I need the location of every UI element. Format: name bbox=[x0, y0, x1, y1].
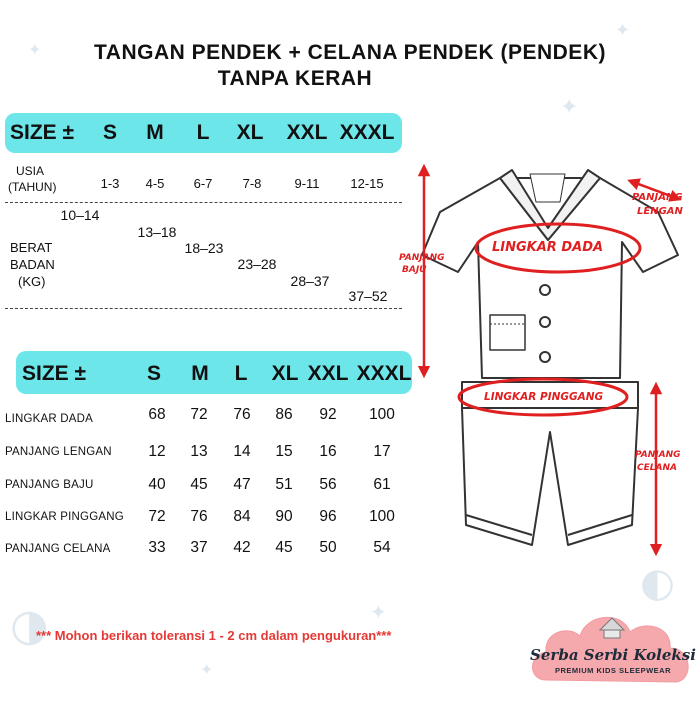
cell-value: 100 bbox=[369, 508, 395, 525]
cell-value: 16 bbox=[319, 443, 337, 460]
berat-unit-label: (KG) bbox=[18, 274, 46, 289]
berat-value: 18–23 bbox=[184, 240, 224, 256]
usia-value: 9-11 bbox=[294, 176, 320, 191]
cell-value: 12 bbox=[148, 443, 166, 460]
cell-value: 92 bbox=[319, 406, 337, 423]
row-divider bbox=[5, 308, 402, 309]
cell-value: 47 bbox=[233, 476, 251, 493]
cell-value: 33 bbox=[148, 539, 166, 556]
cell-value: 14 bbox=[233, 443, 251, 460]
usia-value: 7-8 bbox=[242, 176, 262, 191]
header-size-xxxl: XXXL bbox=[356, 362, 412, 385]
cell-value: 86 bbox=[275, 406, 293, 423]
cell-value: 90 bbox=[275, 508, 293, 525]
header-size-label: SIZE ± bbox=[10, 121, 75, 144]
header-size-xl: XL bbox=[236, 121, 264, 144]
cell-value: 84 bbox=[233, 508, 251, 525]
cell-value: 50 bbox=[319, 539, 337, 556]
header-size-label: SIZE ± bbox=[22, 362, 87, 385]
usia-value: 4-5 bbox=[145, 176, 165, 191]
cell-value: 54 bbox=[373, 539, 391, 556]
berat-value: 28–37 bbox=[290, 273, 330, 289]
cell-value: 40 bbox=[148, 476, 166, 493]
lingkar-pinggang-label: LINGKAR PINGGANG bbox=[484, 391, 604, 403]
cell-value: 13 bbox=[190, 443, 208, 460]
brand-name: Serba Serbi Koleksi bbox=[530, 646, 696, 664]
brand-logo bbox=[526, 600, 700, 700]
row-divider bbox=[5, 202, 402, 203]
cell-value: 37 bbox=[190, 539, 208, 556]
page-title: TANGAN PENDEK + CELANA PENDEK (PENDEK) bbox=[94, 41, 606, 64]
cell-value: 96 bbox=[319, 508, 337, 525]
cell-value: 56 bbox=[319, 476, 337, 493]
cell-value: 68 bbox=[148, 406, 166, 423]
background-star-icon: ✦ bbox=[615, 20, 631, 41]
header-size-s: S bbox=[146, 362, 161, 385]
usia-value: 12-15 bbox=[350, 176, 384, 191]
usia-label: USIA bbox=[16, 164, 45, 178]
row-label: PANJANG LENGAN bbox=[5, 446, 112, 458]
cell-value: 72 bbox=[190, 406, 208, 423]
row-label: LINGKAR DADA bbox=[5, 413, 94, 425]
page-subtitle: TANPA KERAH bbox=[217, 67, 373, 90]
header-size-xxl: XXL bbox=[286, 121, 328, 144]
usia-unit-label: (TAHUN) bbox=[8, 180, 57, 194]
background-planet-icon: ◑ bbox=[10, 600, 49, 651]
header-size-xl: XL bbox=[271, 362, 299, 385]
cell-value: 15 bbox=[275, 443, 293, 460]
cell-value: 42 bbox=[233, 539, 251, 556]
panjang-baju-label: BAJU bbox=[402, 265, 427, 275]
cell-value: 51 bbox=[275, 476, 293, 493]
header-size-m: M bbox=[146, 121, 164, 144]
background-planet-icon: ◐ bbox=[640, 560, 675, 606]
berat-label: BERAT bbox=[10, 240, 53, 255]
panjang-celana-label: CELANA bbox=[637, 463, 677, 473]
berat-value: 37–52 bbox=[348, 288, 388, 304]
cell-value: 61 bbox=[373, 476, 391, 493]
cell-value: 100 bbox=[369, 406, 395, 423]
header-size-xxxl: XXXL bbox=[339, 121, 395, 144]
header-size-s: S bbox=[102, 121, 117, 144]
cell-value: 76 bbox=[190, 508, 208, 525]
usia-value: 1-3 bbox=[100, 176, 120, 191]
berat-value: 23–28 bbox=[237, 256, 277, 272]
brand-tagline: PREMIUM KIDS SLEEPWEAR bbox=[554, 666, 671, 675]
header-size-xxl: XXL bbox=[307, 362, 349, 385]
panjang-celana-label: PANJANG bbox=[635, 450, 681, 460]
cell-value: 72 bbox=[148, 508, 166, 525]
background-star-icon: ✦ bbox=[560, 95, 579, 120]
berat-value: 10–14 bbox=[60, 207, 100, 223]
cell-value: 45 bbox=[190, 476, 208, 493]
background-star-icon: ✦ bbox=[370, 600, 387, 624]
berat-label: BADAN bbox=[10, 257, 55, 272]
panjang-baju-label: PANJANG bbox=[399, 253, 445, 263]
background-star-icon: ✦ bbox=[28, 40, 42, 59]
cell-value: 17 bbox=[373, 443, 391, 460]
usia-value: 6-7 bbox=[193, 176, 213, 191]
header-size-l: L bbox=[196, 121, 210, 144]
panjang-lengan-label: LENGAN bbox=[637, 206, 683, 217]
row-label: LINGKAR PINGGANG bbox=[5, 511, 124, 523]
background-star-icon: ✦ bbox=[200, 660, 214, 679]
lingkar-dada-label: LINGKAR DADA bbox=[492, 240, 604, 255]
panjang-lengan-label: PANJANG bbox=[632, 192, 683, 203]
row-label: PANJANG CELANA bbox=[5, 543, 111, 555]
header-size-m: M bbox=[191, 362, 209, 385]
cell-value: 76 bbox=[233, 406, 251, 423]
header-size-l: L bbox=[234, 362, 248, 385]
row-label: PANJANG BAJU bbox=[5, 479, 94, 491]
tolerance-note: *** Mohon berikan toleransi 1 - 2 cm dalam pengukuran*** bbox=[36, 628, 392, 643]
berat-value: 13–18 bbox=[137, 224, 177, 240]
cell-value: 45 bbox=[275, 539, 293, 556]
